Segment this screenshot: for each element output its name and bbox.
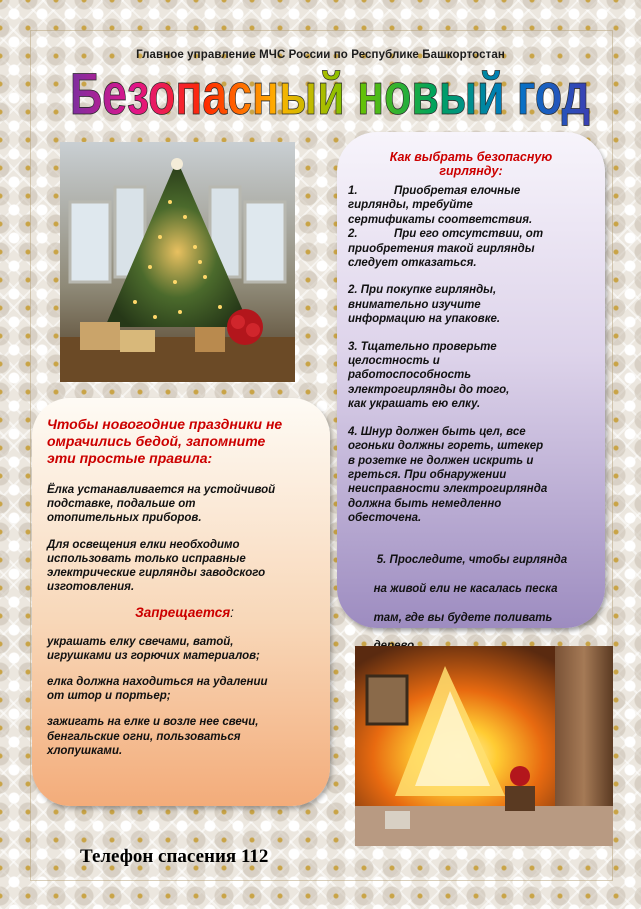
- christmas-tree-photo: [60, 142, 295, 382]
- rules-heading: Чтобы новогодние праздники не омрачились бедой, запомните эти простые правила:: [47, 416, 283, 466]
- rescue-phone: Телефон спасения 112: [80, 846, 269, 867]
- garland-tip: 4. Шнур должен быть цел, все огоньки должны гореть, штекер в розетке не должен искрить и греться. При обнаружении неисправности электрогирлянда должна быть немедленно обесточена.: [348, 425, 548, 525]
- safety-rules-panel: [32, 398, 330, 806]
- garland-tip: 1. Приобретая елочные гирлянды, требуйте сертификаты соответствия.: [348, 185, 533, 226]
- garland-tip: 2. При покупке гирлянды, внимательно изучите информацию на упаковке.: [348, 284, 501, 326]
- garland-tips-list: [348, 184, 598, 681]
- garland-heading: Как выбрать безопасную гирлянду:: [389, 150, 553, 178]
- rules-body: [47, 483, 322, 770]
- poster-title-text: Безопасный новый год: [70, 62, 590, 127]
- organization-name: Главное управление МЧС России по Республике Башкортостан: [136, 49, 505, 61]
- rule-paragraph: Ёлка устанавливается на устойчивой подставке, подальше от отопительных приборов.: [47, 484, 276, 525]
- poster-title: [60, 58, 600, 128]
- garland-tip: 5. Проследите, чтобы гирлянда на живой ели не касалась песка там, где вы будете поливать: [373, 553, 568, 624]
- garland-tip: 2. При его отсутствии, от приобретения такой гирлянды следует отказаться.: [348, 228, 544, 270]
- forbidden-heading: Запрещается:: [135, 605, 234, 621]
- forbidden-item: украшать елку свечами, ватой, игрушками из горючих материалов;: [47, 635, 260, 662]
- forbidden-item: елка должна находиться на удалении от штор и портьер;: [47, 676, 268, 703]
- garland-tips-panel: [337, 132, 605, 628]
- burning-tree-photo: [355, 646, 613, 846]
- garland-tip: 3. Тщательно проверьте целостность и работоспособность электрогирлянды до того, как украшать ею елку.: [348, 340, 510, 411]
- forbidden-item: зажигать на елке и возле нее свечи, бенгальские огни, пользоваться хлопушками.: [47, 716, 259, 757]
- rule-paragraph: Для освещения елки необходимо использовать только исправные электрические гирлянды заводского изготовления.: [47, 538, 266, 594]
